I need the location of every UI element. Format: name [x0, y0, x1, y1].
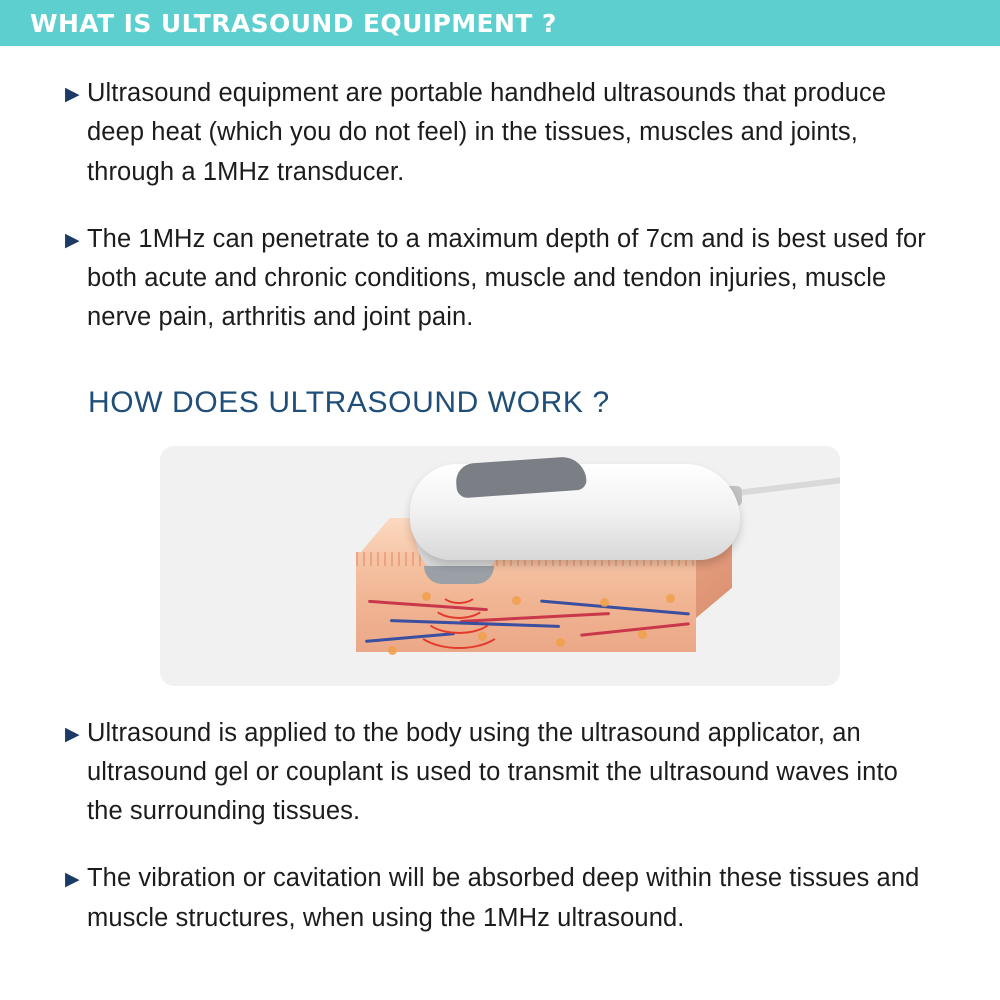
triangle-bullet-icon: ▶: [65, 723, 80, 745]
bullet-text: The 1MHz can penetrate to a maximum depth of 7cm and is best used for both acute and chronic conditions, muscle and tendon injuries, muscle nerve pain, arthritis and joint pain.: [87, 224, 926, 332]
tissue-cell: [666, 594, 675, 603]
bullet-text: The vibration or cavitation will be absorbed deep within these tissues and muscle structures, when using the 1MHz ultrasound.: [87, 864, 920, 932]
triangle-bullet-icon: ▶: [65, 229, 80, 251]
tissue-cell: [556, 638, 565, 647]
applicator-tip: [424, 566, 494, 584]
header-banner: [0, 0, 1000, 46]
tissue-cell: [388, 646, 397, 655]
bullet-item: [0, 859, 1000, 938]
triangle-bullet-icon: ▶: [65, 84, 80, 105]
ultrasound-illustration: [160, 446, 840, 686]
tissue-cell: [422, 592, 431, 601]
figure-container: [0, 446, 1000, 686]
tissue-cell: [512, 596, 521, 605]
bullet-item: [0, 714, 1000, 832]
bullet-item: [0, 220, 1000, 338]
bullet-text: Ultrasound equipment are portable handheld ultrasounds that produce deep heat (which you do not feel) in the tissues, muscles and joints, through a 1MHz transducer.: [87, 79, 887, 186]
page-title: WHAT IS ULTRASOUND EQUIPMENT ?: [30, 8, 557, 38]
tissue-cell: [638, 630, 647, 639]
device-cable: [726, 476, 840, 497]
wave-arc: [413, 601, 505, 649]
triangle-bullet-icon: ▶: [65, 869, 80, 891]
document-content: [0, 46, 1000, 938]
bullet-text: Ultrasound is applied to the body using the ultrasound applicator, an ultrasound gel or couplant is used to transmit the ultrasound waves into the surrounding tissues.: [87, 718, 898, 826]
bullet-item: [0, 74, 1000, 192]
tissue-cell: [600, 598, 609, 607]
section-heading: HOW DOES ULTRASOUND WORK ?: [88, 385, 610, 419]
